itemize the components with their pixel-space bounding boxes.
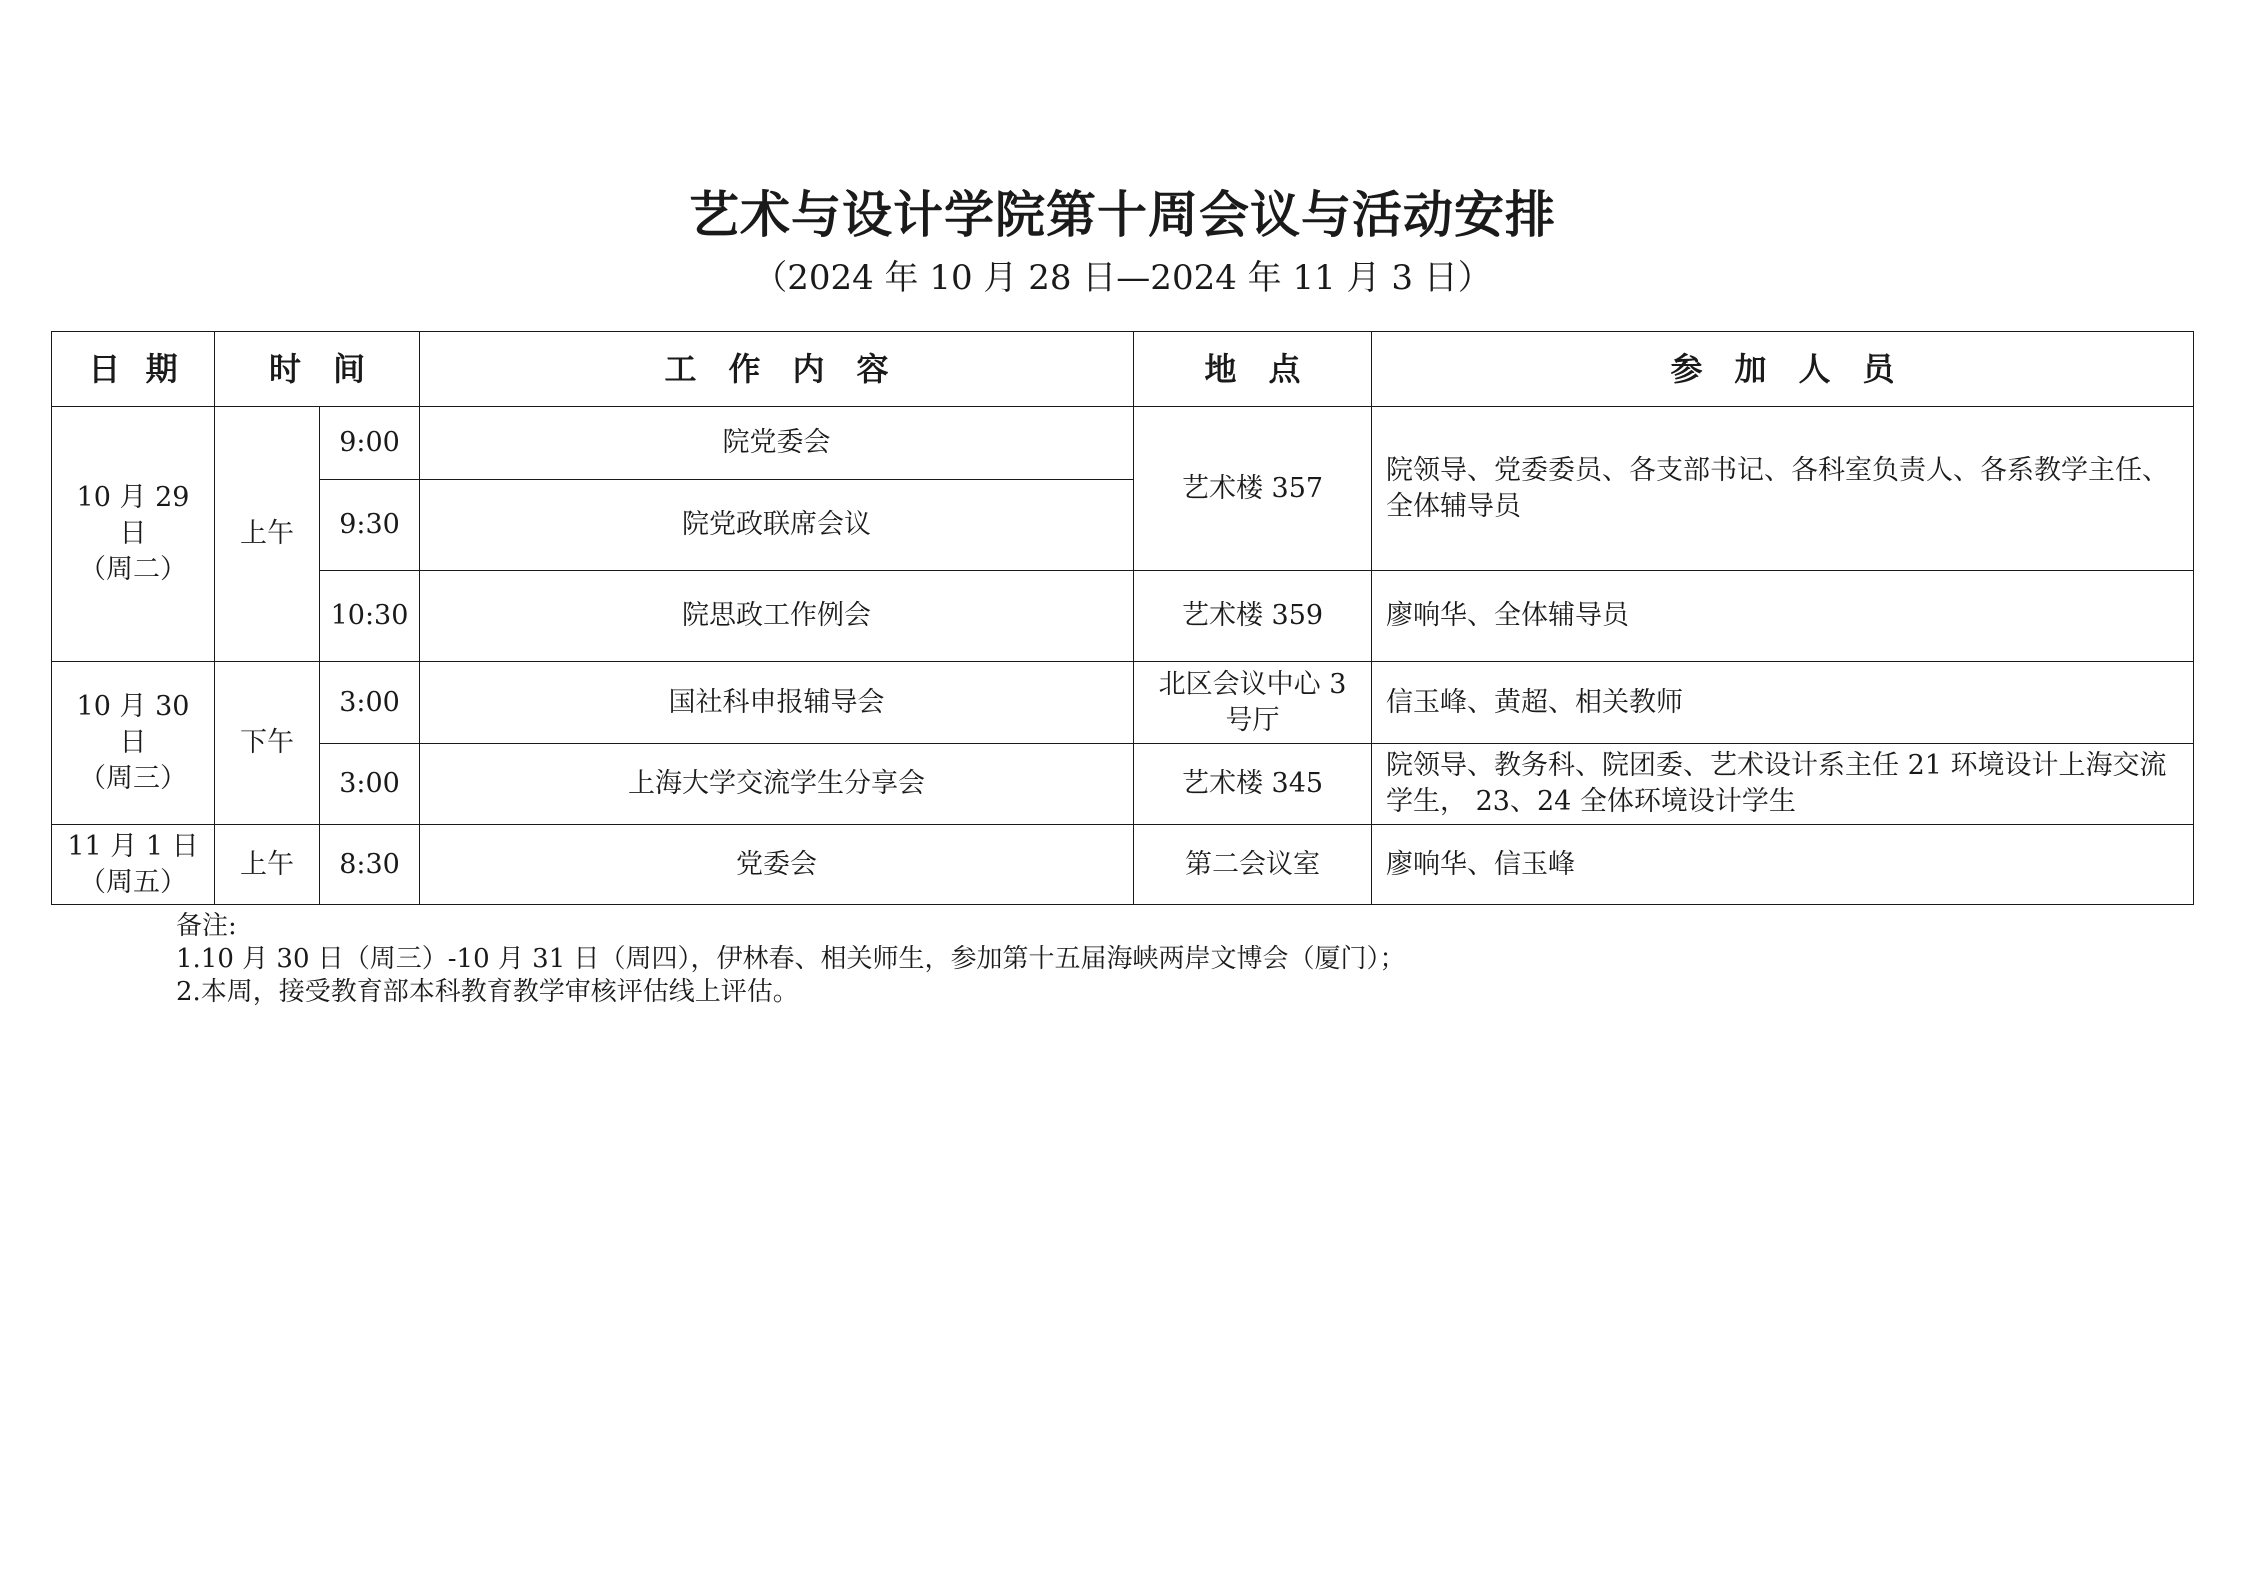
period-cell: 下午 bbox=[215, 662, 320, 825]
header-participants: 参 加 人 员 bbox=[1372, 332, 2194, 407]
content-cell: 党委会 bbox=[420, 825, 1134, 905]
table-row bbox=[52, 744, 2194, 825]
time-cell: 3:00 bbox=[320, 662, 420, 744]
participants-cell: 廖响华、全体辅导员 bbox=[1372, 571, 2194, 662]
content-cell: 院思政工作例会 bbox=[420, 571, 1134, 662]
page-title: 艺术与设计学院第十周会议与活动安排 bbox=[689, 185, 1556, 244]
table-header-row bbox=[52, 332, 2194, 407]
date-cell bbox=[52, 662, 215, 825]
location-cell: 艺术楼 357 bbox=[1134, 407, 1372, 571]
time-cell: 10:30 bbox=[320, 571, 420, 662]
note-item: 1.10 月 30 日（周三）-10 月 31 日（周四），伊林春、相关师生，参加第十五届海峡两岸文博会（厦门）； bbox=[176, 944, 1406, 974]
header-location: 地 点 bbox=[1134, 332, 1372, 407]
location-cell: 第二会议室 bbox=[1134, 825, 1372, 905]
header-content: 工 作 内 容 bbox=[420, 332, 1134, 407]
time-cell: 9:00 bbox=[320, 407, 420, 480]
table-row bbox=[52, 825, 2194, 905]
time-cell: 8:30 bbox=[320, 825, 420, 905]
date-range-subtitle: （2024 年 10 月 28 日—2024 年 11 月 3 日） bbox=[753, 258, 1492, 298]
table-row bbox=[52, 662, 2194, 744]
location-cell: 北区会议中心 3 号厅 bbox=[1134, 662, 1372, 744]
date-text: 10 月 29 日 bbox=[76, 482, 190, 549]
time-cell: 9:30 bbox=[320, 480, 420, 571]
participants-cell: 院领导、党委委员、各支部书记、各科室负责人、各系教学主任、全体辅导员 bbox=[1372, 407, 2194, 571]
content-cell: 院党政联席会议 bbox=[420, 480, 1134, 571]
date-cell bbox=[52, 407, 215, 662]
date-text: 10 月 30 日 bbox=[76, 691, 190, 758]
header-time: 时 间 bbox=[215, 332, 420, 407]
time-cell: 3:00 bbox=[320, 744, 420, 825]
date-cell bbox=[52, 825, 215, 905]
location-cell: 艺术楼 345 bbox=[1134, 744, 1372, 825]
notes-section bbox=[176, 910, 1406, 1009]
period-cell: 上午 bbox=[215, 825, 320, 905]
date-text: 11 月 1 日 bbox=[67, 830, 199, 862]
participants-cell: 院领导、教务科、院团委、艺术设计系主任 21 环境设计上海交流学生， 23、24 全体环境设计学生 bbox=[1372, 744, 2194, 825]
notes-label: 备注: bbox=[176, 911, 237, 941]
schedule-table bbox=[51, 331, 2194, 905]
table-row bbox=[52, 571, 2194, 662]
participants-cell: 信玉峰、黄超、相关教师 bbox=[1372, 662, 2194, 744]
content-cell: 上海大学交流学生分享会 bbox=[420, 744, 1134, 825]
participants-cell: 廖响华、信玉峰 bbox=[1372, 825, 2194, 905]
weekday-text: （周三） bbox=[79, 763, 187, 794]
weekday-text: （周五） bbox=[79, 866, 187, 898]
content-cell: 院党委会 bbox=[420, 407, 1134, 480]
period-cell: 上午 bbox=[215, 407, 320, 662]
content-cell: 国社科申报辅导会 bbox=[420, 662, 1134, 744]
weekday-text: （周二） bbox=[79, 554, 187, 585]
location-cell: 艺术楼 359 bbox=[1134, 571, 1372, 662]
note-item: 2.本周，接受教育部本科教育教学审核评估线上评估。 bbox=[176, 977, 799, 1007]
table-row bbox=[52, 407, 2194, 480]
header-date: 日 期 bbox=[52, 332, 215, 407]
